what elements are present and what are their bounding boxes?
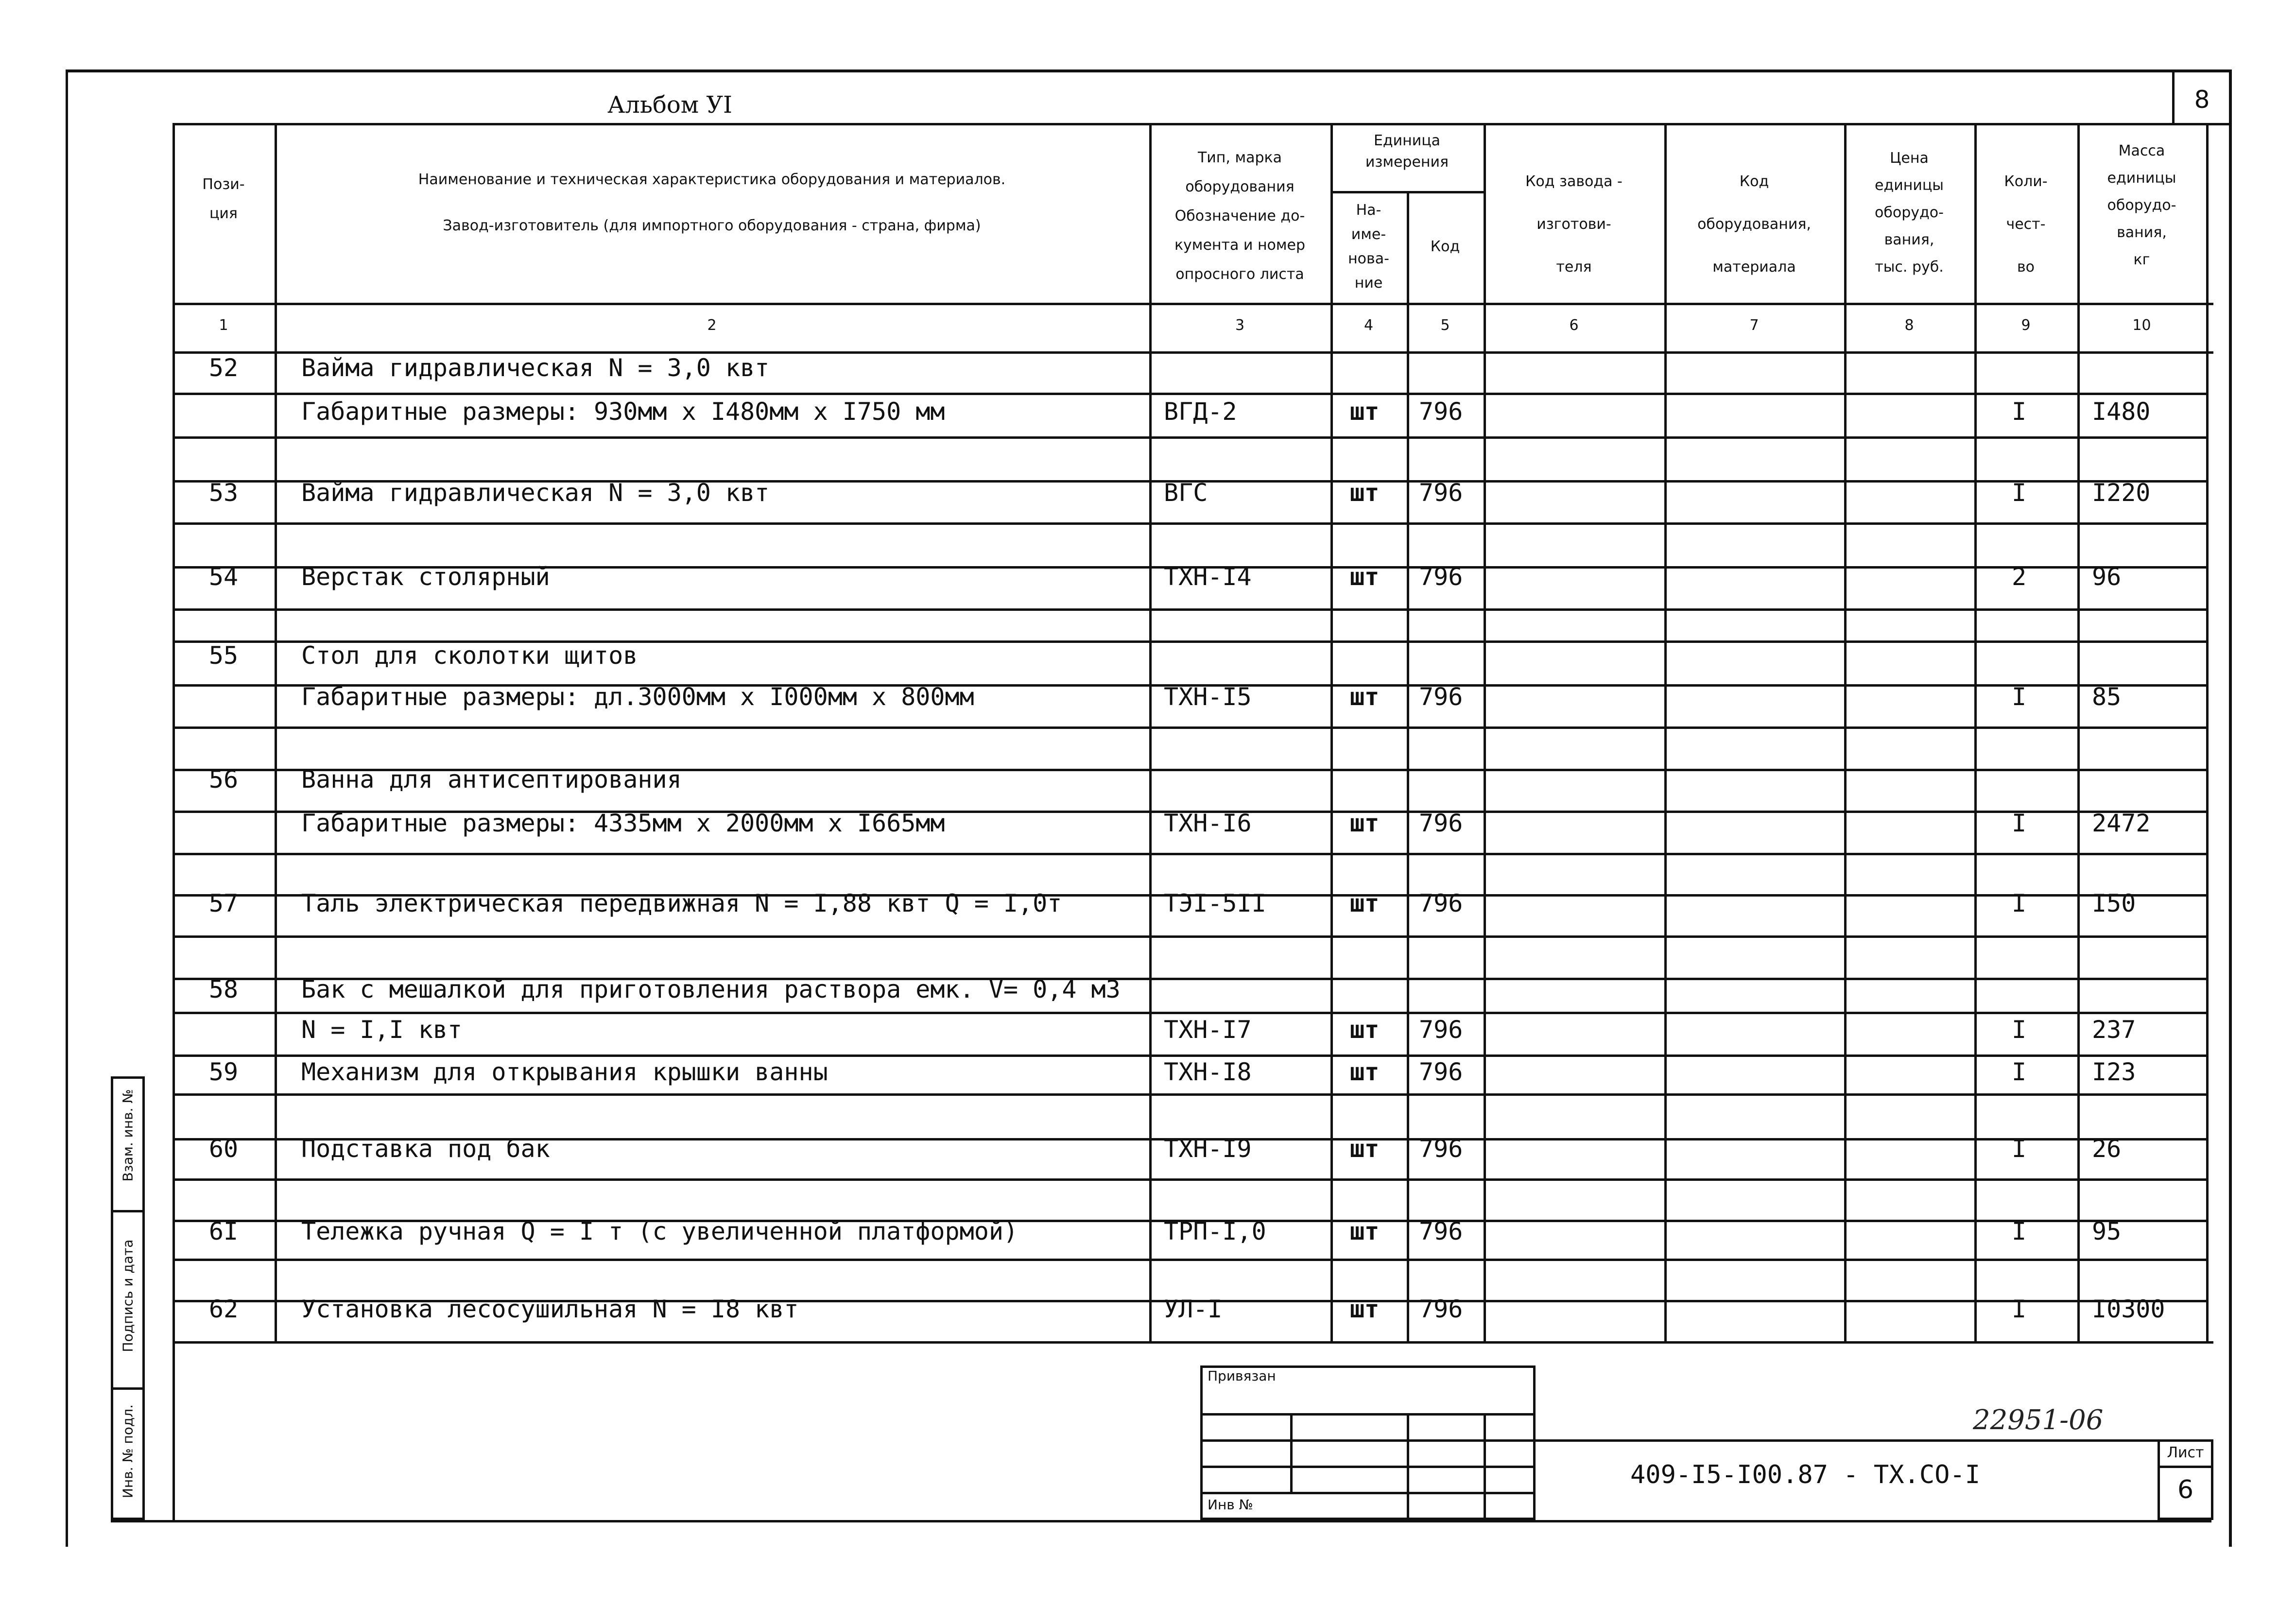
row-separator xyxy=(173,522,2206,525)
row-name: Стол для сколотки щитов xyxy=(301,641,638,670)
row-name: Подставка под бак xyxy=(301,1135,550,1163)
row-unit: шт xyxy=(1350,1295,1380,1323)
row-quantity: I xyxy=(2012,479,2027,507)
row-unit-code: 796 xyxy=(1419,1217,1463,1245)
row-name: Тележка ручная Q = I т (с увеличенной платформой) xyxy=(301,1217,1019,1245)
col-line-1 xyxy=(275,123,277,1341)
row-quantity: I xyxy=(2012,1295,2027,1323)
col-header-unit-name: На- име- нова- ние xyxy=(1348,202,1389,292)
col-header-quantity: Коли- чест- во xyxy=(2004,173,2048,276)
row-mass: I220 xyxy=(2092,479,2151,507)
row-position: 55 xyxy=(208,641,239,670)
stamp-vline-3 xyxy=(1484,1413,1486,1520)
outer-frame xyxy=(66,69,2232,1547)
row-unit: шт xyxy=(1350,683,1380,711)
row-mass: 95 xyxy=(2092,1217,2122,1245)
col-header-name-line1: Наименование и техническая характеристика оборудования и материалов. xyxy=(418,171,1006,188)
row-name: Установка лесосушильная N = I8 квт xyxy=(301,1295,799,1323)
album-title: Альбом УI xyxy=(607,91,733,119)
list-number: 6 xyxy=(2177,1475,2194,1504)
row-type: ТХН-I4 xyxy=(1164,563,1252,591)
row-type: ВГС xyxy=(1164,479,1208,507)
row-unit-code: 796 xyxy=(1419,889,1463,917)
row-unit-code: 796 xyxy=(1419,683,1463,711)
row-type: ТХН-I6 xyxy=(1164,809,1252,837)
row-name: Ванна для антисептирования xyxy=(301,765,682,794)
row-separator xyxy=(173,608,2206,611)
row-unit-code: 796 xyxy=(1419,397,1463,426)
row-name: Габаритные размеры: 930мм х I480мм х I750 мм xyxy=(301,397,945,426)
col-line-10 xyxy=(2206,123,2209,1341)
row-mass: 237 xyxy=(2092,1016,2136,1044)
col-header-unit: Единица измерения xyxy=(1365,132,1449,171)
row-separator xyxy=(173,1093,2206,1096)
row-separator xyxy=(173,726,2206,729)
row-unit-code: 796 xyxy=(1419,1295,1463,1323)
col-line-7 xyxy=(1844,123,1847,1341)
row-type: ТХН-I5 xyxy=(1164,683,1252,711)
row-unit-code: 796 xyxy=(1419,1016,1463,1044)
row-position: 60 xyxy=(208,1135,239,1163)
row-unit: шт xyxy=(1350,1058,1380,1086)
table-top-line xyxy=(173,123,2172,125)
row-mass: I480 xyxy=(2092,397,2151,426)
corner-sheet-number: 8 xyxy=(2194,86,2210,114)
row-type: ВГД-2 xyxy=(1164,397,1237,426)
row-position: 57 xyxy=(208,889,239,917)
row-type: ТРП-I,0 xyxy=(1164,1217,1266,1245)
row-unit-code: 796 xyxy=(1419,479,1463,507)
col-number-6: 6 xyxy=(1569,317,1579,334)
row-unit: шт xyxy=(1350,479,1380,507)
row-unit-code: 796 xyxy=(1419,809,1463,837)
row-separator xyxy=(173,853,2206,855)
col-number-1: 1 xyxy=(219,317,228,334)
col-line-9 xyxy=(2077,123,2080,1341)
col-number-7: 7 xyxy=(1749,317,1759,334)
col-number-4: 4 xyxy=(1364,317,1374,334)
row-unit-code: 796 xyxy=(1419,563,1463,591)
row-unit: шт xyxy=(1350,397,1380,426)
stamp-privyazan-label: Привязан xyxy=(1208,1368,1276,1384)
row-quantity: I xyxy=(2012,1135,2027,1163)
row-position: 59 xyxy=(208,1058,239,1086)
row-position: 54 xyxy=(208,563,239,591)
row-unit-code: 796 xyxy=(1419,1058,1463,1086)
row-quantity: I xyxy=(2012,397,2027,426)
row-unit: шт xyxy=(1350,1135,1380,1163)
col-line-2 xyxy=(1149,123,1152,1341)
row-name: Таль электрическая передвижная N = I,88 квт Q = I,0т xyxy=(301,889,1062,917)
row-unit: шт xyxy=(1350,889,1380,917)
document-code: 409-I5-I00.87 - ТХ.СО-I xyxy=(1630,1460,1981,1489)
row-separator xyxy=(173,393,2206,395)
col-line-4 xyxy=(1407,191,1409,1341)
col-number-5: 5 xyxy=(1440,317,1450,334)
row-name: Вайма гидравлическая N = 3,0 квт xyxy=(301,479,770,507)
row-quantity: 2 xyxy=(2012,563,2027,591)
handwritten-number: 22951-06 xyxy=(1973,1404,2104,1436)
stamp-right-top-line xyxy=(1536,1439,2162,1442)
row-position: 62 xyxy=(208,1295,239,1323)
row-mass: 26 xyxy=(2092,1135,2122,1163)
row-name: Габаритные размеры: 4335мм х 2000мм х I665мм xyxy=(301,809,945,837)
row-mass: 85 xyxy=(2092,683,2122,711)
stamp-inv-label: Инв № xyxy=(1208,1497,1253,1513)
col-header-factory-code: Код завода - изготови- теля xyxy=(1525,173,1623,276)
col-header-position: Пози- ция xyxy=(202,176,245,222)
row-name: Вайма гидравлическая N = 3,0 квт xyxy=(301,354,770,382)
row-name: Габаритные размеры: дл.3000мм х I000мм х 800мм xyxy=(301,683,974,711)
corner-box-bottom xyxy=(2172,123,2232,125)
header-bottom-line xyxy=(173,303,2213,305)
outer-bottom-line xyxy=(111,1520,2211,1522)
row-unit: шт xyxy=(1350,809,1380,837)
row-separator xyxy=(173,1054,2206,1057)
list-box-split xyxy=(2158,1466,2213,1468)
row-name: N = I,I квт xyxy=(301,1016,463,1044)
row-type: УЛ-I xyxy=(1164,1295,1223,1323)
side-inv-podl-label: Инв. № подл. xyxy=(120,1404,136,1499)
side-stamp-split-2 xyxy=(111,1387,145,1390)
row-separator xyxy=(173,1259,2206,1261)
row-unit: шт xyxy=(1350,563,1380,591)
table-bottom-line xyxy=(173,1341,2213,1344)
row-type: ТЭI-5II xyxy=(1164,889,1266,917)
row-separator xyxy=(173,1012,2206,1014)
side-podpis-label: Подпись и дата xyxy=(120,1239,136,1352)
col-number-10: 10 xyxy=(2132,317,2151,334)
col-header-price: Цена единицы оборудо- вания, тыс. руб. xyxy=(1875,150,1944,276)
stamp-vline-1 xyxy=(1290,1413,1293,1492)
row-separator xyxy=(173,1178,2206,1181)
col-number-3: 3 xyxy=(1235,317,1245,334)
col-header-unit-code: Код xyxy=(1430,238,1460,255)
unit-split-line xyxy=(1330,191,1484,193)
col-line-3 xyxy=(1330,123,1333,1341)
row-mass: I0300 xyxy=(2092,1295,2165,1323)
side-vzam-label: Взам. инв. № xyxy=(120,1089,136,1182)
row-quantity: I xyxy=(2012,1058,2027,1086)
col-number-8: 8 xyxy=(1904,317,1914,334)
col-header-equipment-code: Код оборудования, материала xyxy=(1697,173,1811,276)
row-quantity: I xyxy=(2012,809,2027,837)
row-quantity: I xyxy=(2012,1016,2027,1044)
row-separator xyxy=(173,935,2206,938)
row-unit: шт xyxy=(1350,1217,1380,1245)
row-position: 53 xyxy=(208,479,239,507)
row-position: 6I xyxy=(208,1217,239,1245)
row-mass: 2472 xyxy=(2092,809,2151,837)
side-stamp-split-1 xyxy=(111,1210,145,1212)
row-mass: 96 xyxy=(2092,563,2122,591)
col-number-2: 2 xyxy=(707,317,717,334)
row-separator xyxy=(173,436,2206,439)
row-unit-code: 796 xyxy=(1419,1135,1463,1163)
col-header-mass: Масса единицы оборудо- вания, кг xyxy=(2107,142,2176,268)
row-name: Бак с мешалкой для приготовления раствора емк. V= 0,4 м3 xyxy=(301,975,1121,1003)
row-quantity: I xyxy=(2012,889,2027,917)
row-unit: шт xyxy=(1350,1016,1380,1044)
row-position: 56 xyxy=(208,765,239,794)
row-quantity: I xyxy=(2012,1217,2027,1245)
row-mass: I50 xyxy=(2092,889,2136,917)
row-name: Механизм для открывания крышки ванны xyxy=(301,1058,828,1086)
col-header-name-line2: Завод-изготовитель (для импортного оборудования - страна, фирма) xyxy=(443,217,981,234)
row-mass: I23 xyxy=(2092,1058,2136,1086)
col-header-type: Тип, марка оборудования Обозначение до- кумента и номер опросного листа xyxy=(1174,149,1306,283)
list-label: Лист xyxy=(2167,1444,2204,1461)
row-type: ТХН-I9 xyxy=(1164,1135,1252,1163)
row-position: 52 xyxy=(208,354,239,382)
col-line-8 xyxy=(1974,123,1977,1341)
col-line-5 xyxy=(1484,123,1486,1341)
col-number-9: 9 xyxy=(2021,317,2031,334)
col-line-6 xyxy=(1664,123,1667,1341)
stamp-vline-2 xyxy=(1407,1413,1409,1520)
row-type: ТХН-I7 xyxy=(1164,1016,1252,1044)
row-position: 58 xyxy=(208,975,239,1003)
row-name: Верстак столярный xyxy=(301,563,550,591)
row-quantity: I xyxy=(2012,683,2027,711)
row-type: ТХН-I8 xyxy=(1164,1058,1252,1086)
